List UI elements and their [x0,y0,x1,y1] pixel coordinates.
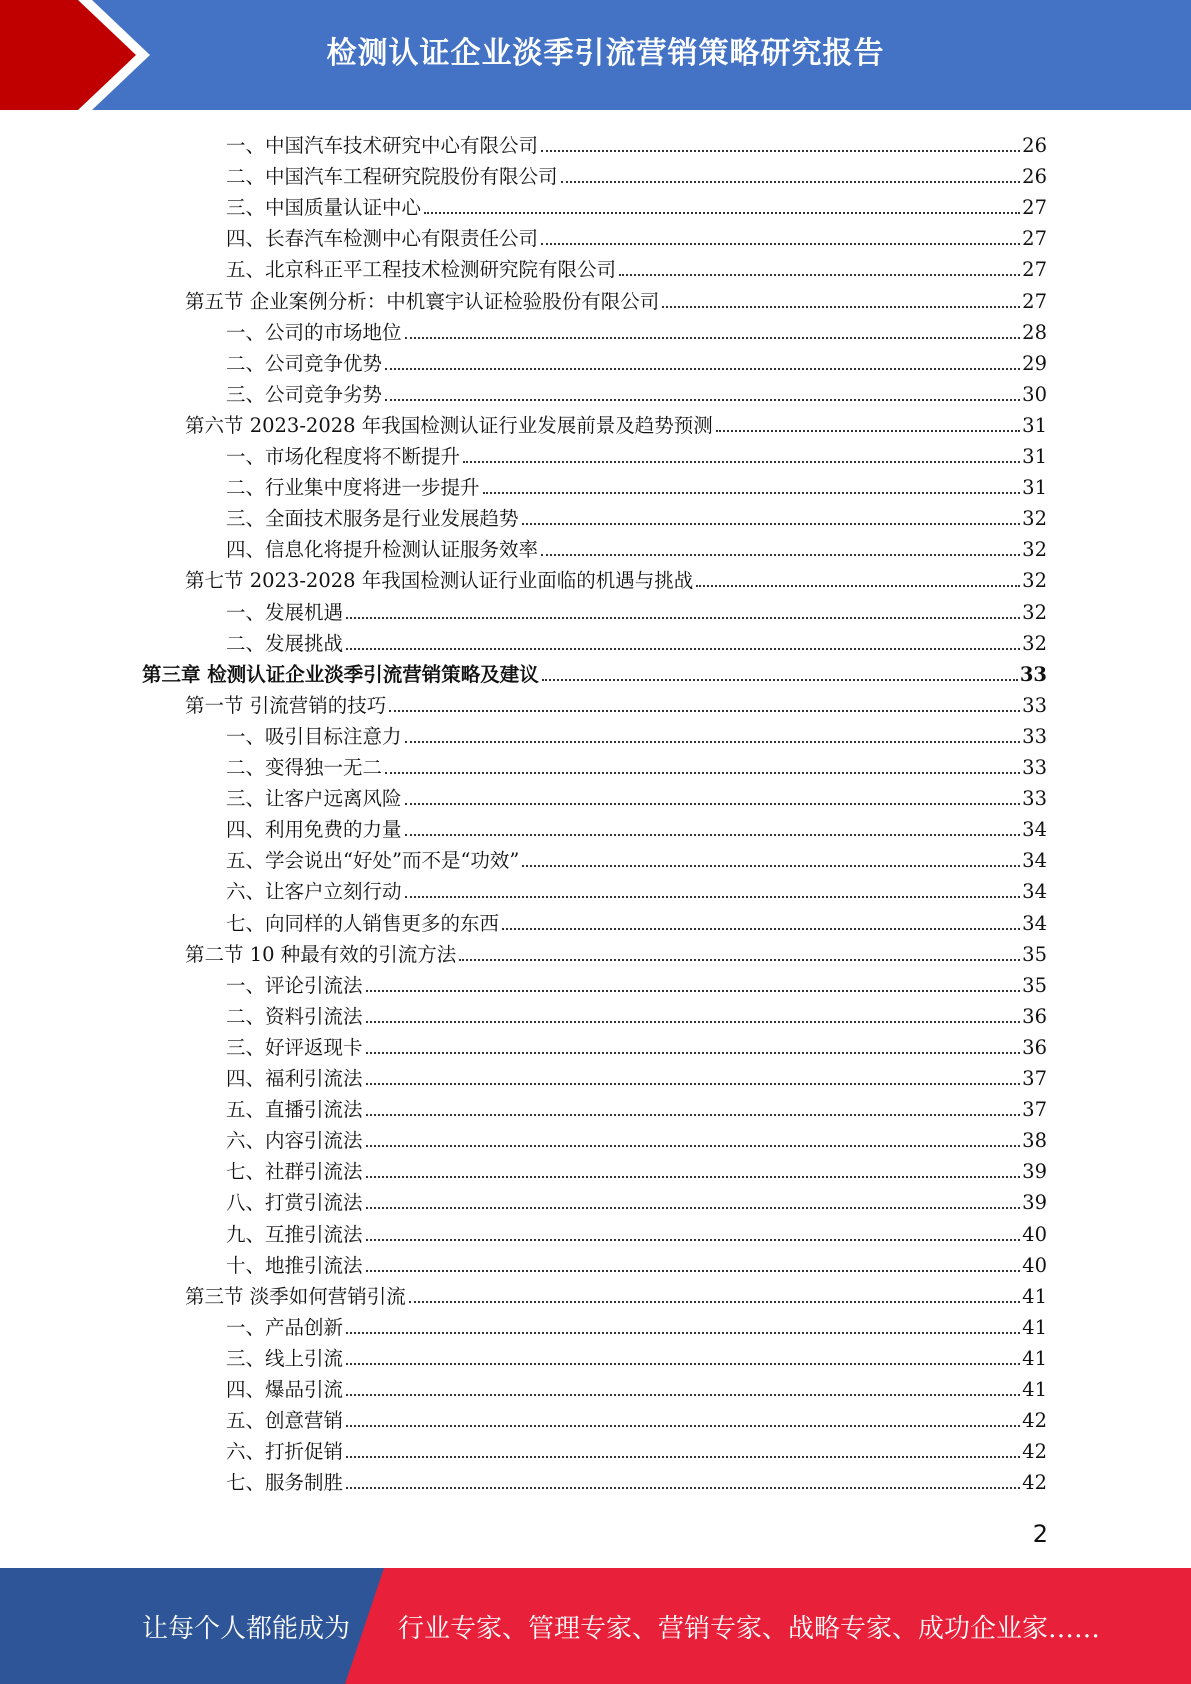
toc-entry[interactable] [226,811,1047,842]
toc-dot-leader [522,865,1020,867]
toc-entry-page: 27 [1022,227,1047,251]
toc-dot-leader [502,928,1020,930]
toc-entry[interactable] [226,1184,1047,1215]
toc-entry-page: 31 [1022,476,1047,500]
toc-entry-page: 32 [1022,631,1047,655]
toc-dot-leader [522,523,1021,525]
toc-entry-page: 33 [1022,693,1047,717]
toc-entry-title: 第五节 企业案例分析：中机寰宇认证检验股份有限公司 [185,289,660,313]
toc-entry-page: 41 [1022,1284,1047,1308]
toc-entry-page: 40 [1022,1253,1047,1277]
toc-entry-page: 42 [1022,1440,1047,1464]
toc-entry[interactable] [226,1122,1047,1153]
toc-dot-leader [405,834,1021,836]
toc-entry[interactable] [226,842,1047,873]
toc-dot-leader [366,1145,1021,1147]
toc-entry[interactable] [226,594,1047,625]
toc-entry-page: 27 [1022,289,1047,313]
toc-dot-leader [346,1425,1020,1427]
toc-entry-title: 三、公司竞争劣势 [226,382,383,406]
toc-entry-page: 35 [1022,942,1047,966]
toc-entry-title: 七、向同样的人销售更多的东西 [226,911,500,935]
toc-entry-title: 七、社群引流法 [226,1160,363,1184]
toc-dot-leader [346,648,1020,650]
toc-entry-title: 五、直播引流法 [226,1098,363,1122]
toc-entry-title: 六、让客户立刻行动 [226,880,402,904]
toc-entry-title: 三、中国质量认证中心 [226,196,422,220]
toc-entry-title: 三、好评返现卡 [226,1035,363,1059]
toc-entry-title: 三、全面技术服务是行业发展趋势 [226,507,519,531]
toc-entry-title: 八、打赏引流法 [226,1191,363,1215]
toc-entry-title: 五、创意营销 [226,1409,344,1433]
toc-entry[interactable] [226,1091,1047,1122]
toc-entry-title: 一、产品创新 [226,1315,344,1339]
toc-entry-page: 39 [1022,1191,1047,1215]
toc-entry-page: 26 [1022,134,1047,157]
toc-entry-page: 34 [1022,911,1047,935]
toc-entry-title: 四、利用免费的力量 [226,818,402,842]
toc-dot-leader [366,1207,1021,1209]
toc-entry[interactable] [226,1153,1047,1184]
footer-slogan-left: 让每个人都能成为 [142,1613,351,1644]
toc-entry[interactable] [142,656,1047,687]
toc-dot-leader [541,243,1020,245]
toc-entry-page: 34 [1022,818,1047,842]
toc-entry[interactable] [185,283,1047,314]
toc-entry[interactable] [226,873,1047,904]
toc-entry-title: 六、打折促销 [226,1440,344,1464]
page-number: 2 [1032,1520,1048,1548]
toc-entry-page: 30 [1022,382,1047,406]
toc-dot-leader [366,1239,1021,1241]
toc-entry-title: 一、公司的市场地位 [226,320,402,344]
toc-dot-leader [366,1083,1021,1085]
toc-entry[interactable] [226,780,1047,811]
toc-entry-page: 42 [1022,1471,1047,1495]
toc-dot-leader [561,181,1021,183]
toc-entry[interactable] [226,718,1047,749]
toc-dot-leader [346,1363,1020,1365]
toc-entry-title: 一、评论引流法 [226,973,363,997]
toc-entry[interactable] [226,251,1047,282]
toc-entry-page: 32 [1022,507,1047,531]
toc-entry[interactable] [185,562,1047,593]
toc-dot-leader [459,959,1020,961]
toc-dot-leader [409,1301,1020,1303]
toc-entry[interactable] [226,189,1047,220]
toc-entry-title: 七、服务制胜 [226,1471,344,1495]
toc-dot-leader [346,617,1020,619]
toc-entry-page: 27 [1022,258,1047,282]
toc-entry[interactable] [226,1247,1047,1278]
toc-entry-title: 第三节 淡季如何营销引流 [185,1284,406,1308]
toc-dot-leader [366,1021,1021,1023]
toc-entry[interactable] [226,1340,1047,1371]
toc-entry[interactable] [226,998,1047,1029]
toc-entry-page: 31 [1022,413,1047,437]
toc-dot-leader [346,1487,1020,1489]
toc-entry-page: 42 [1022,1409,1047,1433]
toc-dot-leader [541,554,1020,556]
toc-entry[interactable] [226,158,1047,189]
toc-entry[interactable] [226,749,1047,780]
toc-dot-leader [542,679,1018,681]
toc-entry[interactable] [226,1309,1047,1340]
toc-entry-title: 一、发展机遇 [226,600,344,624]
toc-entry-page: 28 [1022,320,1047,344]
toc-entry[interactable] [226,220,1047,251]
toc-entry-title: 二、中国汽车工程研究院股份有限公司 [226,165,558,189]
toc-entry[interactable] [226,967,1047,998]
toc-entry-title: 第六节 2023-2028 年我国检测认证行业发展前景及趋势预测 [185,413,713,437]
toc-entry[interactable] [226,1402,1047,1433]
toc-entry[interactable] [226,500,1047,531]
toc-entry[interactable] [226,376,1047,407]
toc-entry-title: 一、中国汽车技术研究中心有限公司 [226,134,539,157]
toc-entry-page: 33 [1022,724,1047,748]
toc-entry-page: 29 [1022,351,1047,375]
toc-entry[interactable] [226,905,1047,936]
toc-dot-leader [366,1114,1021,1116]
toc-entry[interactable] [226,1371,1047,1402]
toc-entry-page: 41 [1022,1346,1047,1370]
toc-entry-page: 41 [1022,1378,1047,1401]
toc-entry-title: 二、发展挑战 [226,631,344,655]
toc-dot-leader [366,990,1021,992]
toc-entry[interactable] [185,1278,1047,1309]
toc-entry[interactable] [226,438,1047,469]
toc-entry-page: 37 [1022,1067,1047,1090]
toc-dot-leader [405,896,1021,898]
toc-entry-page: 31 [1022,445,1047,468]
toc-entry-page: 36 [1022,1004,1047,1028]
toc-dot-leader [463,461,1020,463]
toc-entry-page: 39 [1022,1160,1047,1184]
toc-entry[interactable] [185,687,1047,718]
toc-dot-leader [662,306,1020,308]
toc-entry-title: 十、地推引流法 [226,1253,363,1277]
toc-entry-title: 二、变得独一无二 [226,756,383,779]
page-header [0,0,1191,110]
toc-entry-page: 33 [1019,662,1047,686]
page-footer [0,1568,1191,1684]
toc-entry-title: 第三章 检测认证企业淡季引流营销策略及建议 [142,662,539,686]
footer-slogan-right: 行业专家、管理专家、营销专家、战略专家、成功企业家…… [398,1613,1101,1644]
toc-entry[interactable] [226,314,1047,345]
toc-entry-page: 34 [1022,880,1047,904]
toc-entry[interactable] [185,936,1047,967]
toc-entry-title: 二、资料引流法 [226,1004,363,1028]
toc-entry-page: 33 [1022,756,1047,779]
toc-entry-page: 35 [1022,973,1047,997]
toc-entry-title: 四、信息化将提升检测认证服务效率 [226,538,539,562]
toc-entry-page: 26 [1022,165,1047,189]
toc-dot-leader [389,710,1020,712]
toc-entry[interactable] [226,531,1047,562]
toc-entry[interactable] [226,1029,1047,1060]
toc-dot-leader [366,1270,1021,1272]
toc-dot-leader [716,430,1020,432]
toc-dot-leader [696,585,1020,587]
toc-entry-title: 五、学会说出“好处”而不是“功效” [226,849,520,873]
document-title: 检测认证企业淡季引流营销策略研究报告 [326,36,885,71]
toc-entry-page: 33 [1022,787,1047,811]
toc-entry-page: 38 [1022,1129,1047,1153]
toc-entry-title: 二、行业集中度将进一步提升 [226,476,480,500]
toc-entry-title: 五、北京科正平工程技术检测研究院有限公司 [226,258,617,282]
toc-dot-leader [424,212,1020,214]
toc-dot-leader [385,399,1020,401]
toc-entry-page: 40 [1022,1222,1047,1246]
toc-entry-title: 第一节 引流营销的技巧 [185,693,387,717]
toc-dot-leader [385,772,1020,774]
toc-entry-page: 32 [1022,600,1047,624]
toc-dot-leader [346,1394,1020,1396]
toc-entry-title: 九、互推引流法 [226,1222,363,1246]
toc-entry-title: 四、长春汽车检测中心有限责任公司 [226,227,539,251]
toc-dot-leader [366,1052,1021,1054]
toc-dot-leader [385,368,1020,370]
toc-entry[interactable] [226,625,1047,656]
toc-dot-leader [405,337,1021,339]
toc-entry[interactable] [226,1060,1047,1091]
toc-entry[interactable] [185,407,1047,438]
toc-entry[interactable] [226,127,1047,158]
toc-dot-leader [483,492,1021,494]
toc-entry-page: 41 [1022,1315,1047,1339]
toc-entry-title: 一、市场化程度将不断提升 [226,445,461,468]
toc-entry-title: 六、内容引流法 [226,1129,363,1153]
toc-dot-leader [405,741,1021,743]
toc-entry[interactable] [226,1216,1047,1247]
toc-entry-title: 二、公司竞争优势 [226,351,383,375]
toc-entry-title: 三、线上引流 [226,1346,344,1370]
toc-entry-title: 第七节 2023-2028 年我国检测认证行业面临的机遇与挑战 [185,569,694,593]
toc-entry-title: 第二节 10 种最有效的引流方法 [185,942,457,966]
toc-entry-page: 27 [1022,196,1047,220]
toc-dot-leader [366,1176,1021,1178]
toc-entry-page: 32 [1022,538,1047,562]
toc-dot-leader [346,1456,1020,1458]
toc-entry-page: 37 [1022,1098,1047,1122]
toc-entry-page: 36 [1022,1035,1047,1059]
toc-entry-page: 34 [1022,849,1047,873]
toc-dot-leader [405,803,1021,805]
toc-entry[interactable] [226,1433,1047,1464]
toc-entry[interactable] [226,345,1047,376]
toc-entry-title: 四、爆品引流 [226,1378,344,1401]
toc-dot-leader [541,150,1020,152]
toc-entry-title: 三、让客户远离风险 [226,787,402,811]
toc-dot-leader [346,1332,1020,1334]
toc-dot-leader [619,274,1020,276]
toc-entry[interactable] [226,469,1047,500]
toc-entry-page: 32 [1022,569,1047,593]
toc-entry[interactable] [226,1464,1047,1495]
toc-entry-title: 四、福利引流法 [226,1067,363,1090]
toc-entry-title: 一、吸引目标注意力 [226,724,402,748]
